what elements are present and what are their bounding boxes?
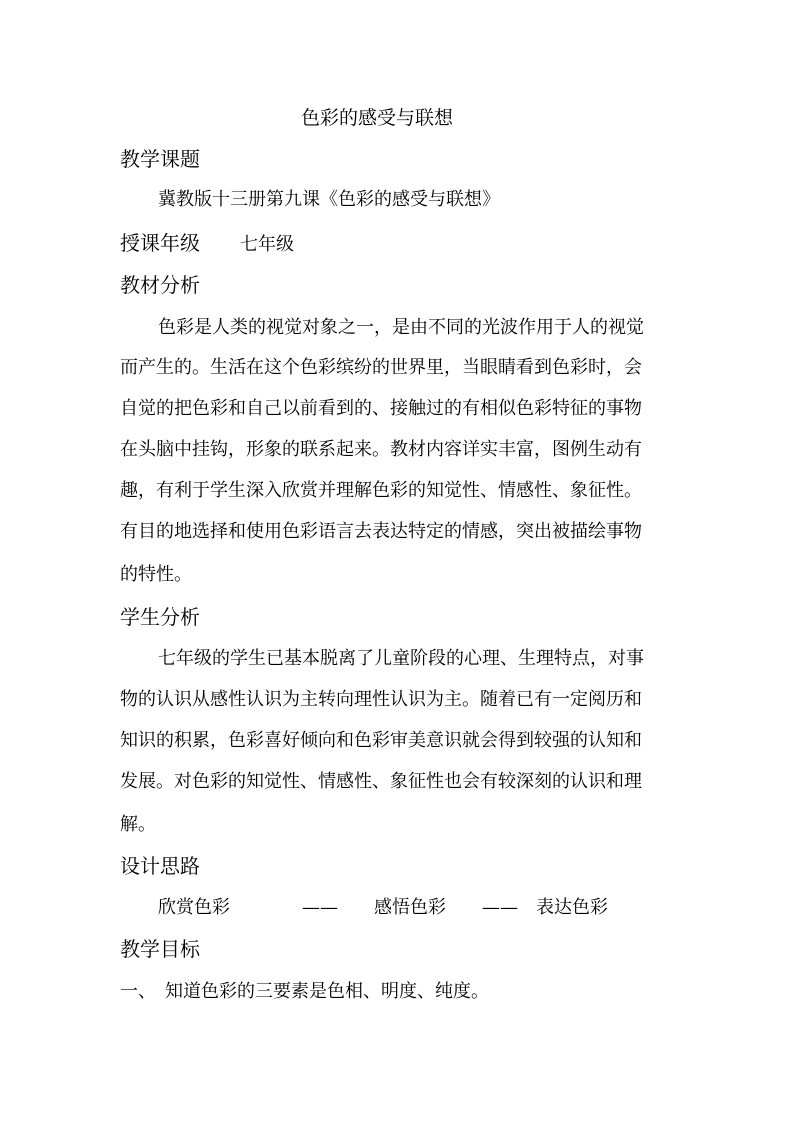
material-analysis-line: 自觉的把色彩和自己以前看到的、接触过的有相似色彩特征的事物 — [120, 398, 642, 419]
material-analysis-heading: 教材分析 — [120, 273, 200, 297]
material-analysis-line: 有目的地选择和使用色彩语言去表达特定的情感，突出被描绘事物 — [120, 521, 642, 542]
grade-row — [120, 228, 294, 260]
topic-heading: 教学课题 — [120, 147, 200, 171]
student-analysis-line: 七年级的学生已基本脱离了儿童阶段的心理、生理特点，对事 — [158, 648, 644, 669]
student-analysis-line: 解。 — [120, 814, 156, 835]
student-analysis-heading: 学生分析 — [120, 605, 200, 629]
student-analysis-line: 发展。对色彩的知觉性、情感性、象征性也会有较深刻的认识和理 — [120, 771, 642, 792]
material-analysis-line: 趣，有利于学生深入欣赏并理解色彩的知觉性、情感性、象征性。 — [120, 480, 642, 501]
student-analysis-line: 物的认识从感性认识为主转向理性认识为主。随着已有一定阅历和 — [120, 689, 642, 710]
material-analysis-line: 而产生的。生活在这个色彩缤纷的世界里，当眼睛看到色彩时，会 — [120, 357, 642, 378]
design-heading: 设计思路 — [120, 854, 200, 878]
objectives-heading: 教学目标 — [120, 937, 200, 961]
material-analysis-line: 的特性。 — [120, 564, 192, 585]
student-analysis-line: 知识的积累，色彩喜好倾向和色彩审美意识就会得到较强的认知和 — [120, 730, 642, 751]
grade-value: 七年级 — [240, 234, 294, 255]
objective-item: 一、 知道色彩的三要素是色相、明度、纯度。 — [120, 981, 489, 1002]
design-content: 欣赏色彩 —— 感悟色彩 —— 表达色彩 — [158, 897, 608, 918]
material-analysis-line: 在头脑中挂钩，形象的联系起来。教材内容详实丰富，图例生动有 — [120, 439, 642, 460]
document-title: 色彩的感受与联想 — [300, 107, 453, 129]
material-analysis-line: 色彩是人类的视觉对象之一，是由不同的光波作用于人的视觉 — [158, 317, 644, 338]
topic-content: 冀教版十三册第九课《色彩的感受与联想》 — [158, 189, 500, 210]
grade-heading: 授课年级 — [120, 231, 200, 255]
